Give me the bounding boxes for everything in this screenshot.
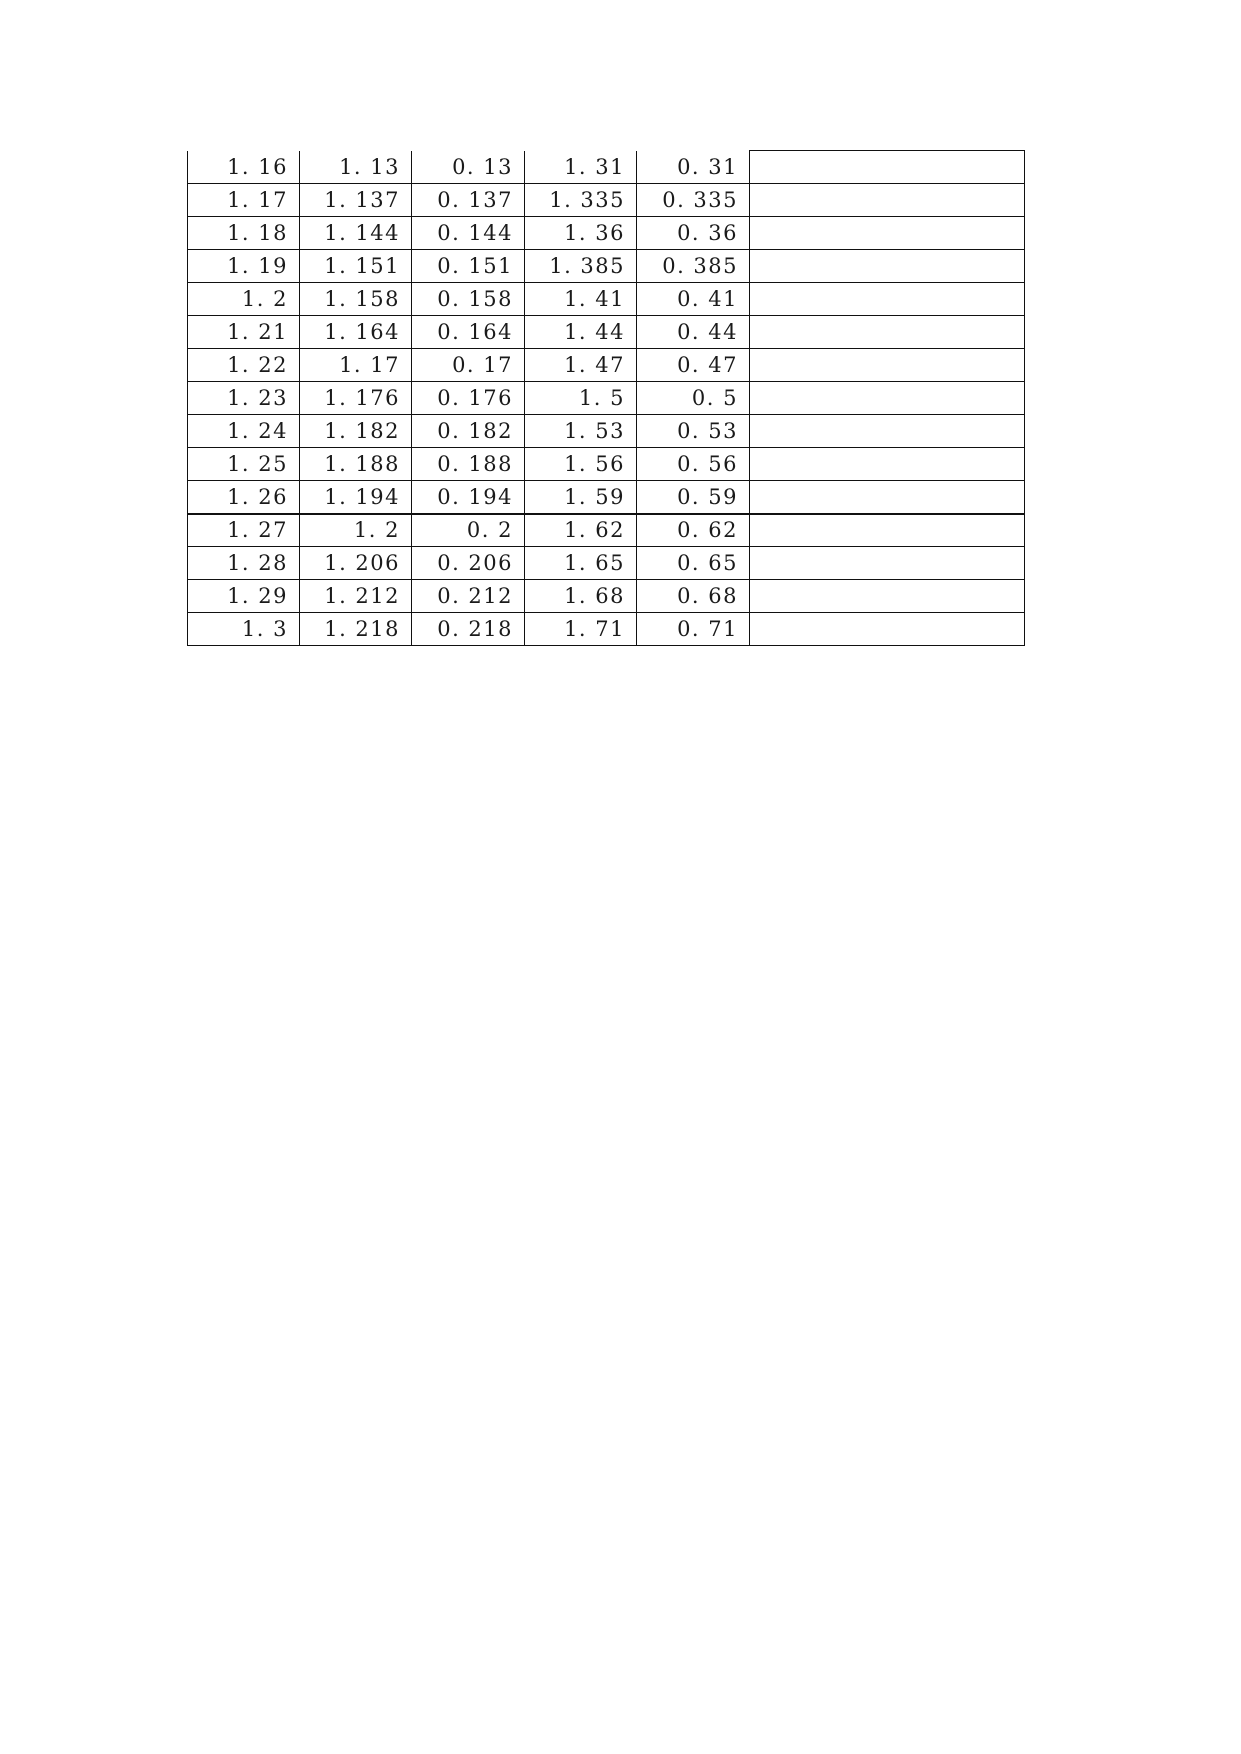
table-cell: 1. 17 — [188, 184, 300, 217]
table-row — [188, 217, 1025, 250]
table-cell: 1. 2 — [188, 283, 300, 316]
table-row — [188, 184, 1025, 217]
table-cell: 1. 27 — [188, 514, 300, 547]
table-cell: 1. 36 — [525, 217, 637, 250]
table-cell: 0. 206 — [412, 547, 525, 580]
table-cell: 1. 13 — [300, 151, 412, 184]
table-cell: 1. 5 — [525, 382, 637, 415]
table-cell-empty — [750, 547, 1025, 580]
table-row — [188, 481, 1025, 514]
table-cell-empty — [750, 184, 1025, 217]
table-row — [188, 382, 1025, 415]
table-cell: 0. 44 — [637, 316, 750, 349]
table-cell-empty — [750, 481, 1025, 514]
table-cell: 1. 164 — [300, 316, 412, 349]
table-cell: 1. 53 — [525, 415, 637, 448]
table-cell: 0. 182 — [412, 415, 525, 448]
table-cell: 0. 188 — [412, 448, 525, 481]
data-table — [187, 150, 1025, 646]
table-cell: 1. 44 — [525, 316, 637, 349]
table-cell-empty — [750, 349, 1025, 382]
table-cell: 1. 182 — [300, 415, 412, 448]
table-cell: 1. 2 — [300, 514, 412, 547]
table-cell: 0. 137 — [412, 184, 525, 217]
table-cell-empty — [750, 382, 1025, 415]
table-cell: 1. 68 — [525, 580, 637, 613]
table-cell: 1. 22 — [188, 349, 300, 382]
table-row — [188, 448, 1025, 481]
table-cell: 0. 158 — [412, 283, 525, 316]
table-cell: 1. 137 — [300, 184, 412, 217]
table-cell-empty — [750, 580, 1025, 613]
table-cell: 1. 188 — [300, 448, 412, 481]
table-cell: 1. 29 — [188, 580, 300, 613]
table-cell-empty — [750, 316, 1025, 349]
table-cell: 1. 218 — [300, 613, 412, 646]
table-cell: 1. 21 — [188, 316, 300, 349]
table-cell: 1. 62 — [525, 514, 637, 547]
table-cell: 0. 47 — [637, 349, 750, 382]
table-cell: 1. 176 — [300, 382, 412, 415]
table-row — [188, 349, 1025, 382]
table-cell: 0. 31 — [637, 151, 750, 184]
table-cell: 1. 212 — [300, 580, 412, 613]
table-cell: 0. 151 — [412, 250, 525, 283]
table-cell: 0. 218 — [412, 613, 525, 646]
table-cell: 0. 335 — [637, 184, 750, 217]
table-cell: 1. 335 — [525, 184, 637, 217]
table-row — [188, 547, 1025, 580]
table-cell: 1. 17 — [300, 349, 412, 382]
table-cell: 1. 206 — [300, 547, 412, 580]
table-cell-empty — [750, 415, 1025, 448]
table-cell: 0. 41 — [637, 283, 750, 316]
table-cell: 1. 31 — [525, 151, 637, 184]
table-cell: 1. 59 — [525, 481, 637, 514]
table-cell: 0. 385 — [637, 250, 750, 283]
table-cell: 0. 2 — [412, 514, 525, 547]
table-cell: 1. 19 — [188, 250, 300, 283]
table-cell-empty — [750, 217, 1025, 250]
table-cell: 1. 71 — [525, 613, 637, 646]
table-cell: 0. 71 — [637, 613, 750, 646]
table-row — [188, 250, 1025, 283]
table-row — [188, 415, 1025, 448]
table-cell: 0. 13 — [412, 151, 525, 184]
table-cell: 0. 65 — [637, 547, 750, 580]
table-cell: 1. 41 — [525, 283, 637, 316]
table-cell: 0. 212 — [412, 580, 525, 613]
table-cell: 1. 3 — [188, 613, 300, 646]
table-cell: 1. 23 — [188, 382, 300, 415]
table-cell-empty — [750, 448, 1025, 481]
table-row — [188, 514, 1025, 547]
table-cell: 0. 17 — [412, 349, 525, 382]
table-cell: 1. 385 — [525, 250, 637, 283]
table-cell: 0. 164 — [412, 316, 525, 349]
table-row — [188, 316, 1025, 349]
table-cell: 0. 144 — [412, 217, 525, 250]
table-cell: 1. 18 — [188, 217, 300, 250]
table-row — [188, 151, 1025, 184]
table-cell: 1. 194 — [300, 481, 412, 514]
table-cell: 1. 24 — [188, 415, 300, 448]
table-cell-empty — [750, 151, 1025, 184]
table-cell: 1. 16 — [188, 151, 300, 184]
table-cell-empty — [750, 613, 1025, 646]
table-cell: 1. 65 — [525, 547, 637, 580]
table-cell: 1. 47 — [525, 349, 637, 382]
table-cell-empty — [750, 283, 1025, 316]
table-cell: 0. 53 — [637, 415, 750, 448]
table-cell: 1. 25 — [188, 448, 300, 481]
table-cell: 0. 194 — [412, 481, 525, 514]
table-cell: 0. 36 — [637, 217, 750, 250]
table-cell-empty — [750, 514, 1025, 547]
table-cell: 0. 56 — [637, 448, 750, 481]
table-cell: 0. 176 — [412, 382, 525, 415]
table-cell: 1. 144 — [300, 217, 412, 250]
table-cell: 1. 28 — [188, 547, 300, 580]
table-cell: 1. 26 — [188, 481, 300, 514]
table-cell: 0. 59 — [637, 481, 750, 514]
table-cell: 0. 5 — [637, 382, 750, 415]
table-cell: 0. 62 — [637, 514, 750, 547]
table-cell: 1. 158 — [300, 283, 412, 316]
table-row — [188, 580, 1025, 613]
table-cell: 1. 56 — [525, 448, 637, 481]
table-row — [188, 283, 1025, 316]
table-cell: 0. 68 — [637, 580, 750, 613]
table-cell-empty — [750, 250, 1025, 283]
table-row — [188, 613, 1025, 646]
table-cell: 1. 151 — [300, 250, 412, 283]
table-body — [188, 151, 1025, 646]
